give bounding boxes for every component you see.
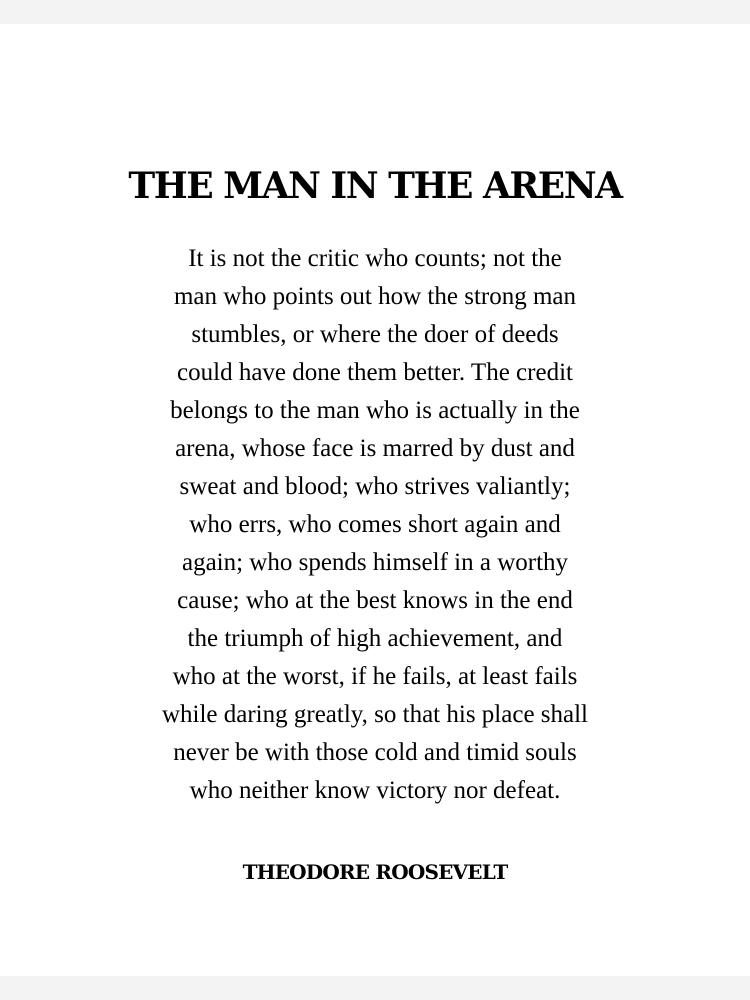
quote-line: cause; who at the best knows in the end	[177, 587, 573, 614]
quote-line: It is not the critic who counts; not the	[188, 245, 562, 272]
quote-line: arena, whose face is marred by dust and	[175, 435, 575, 462]
quote-line: never be with those cold and timid souls	[173, 739, 577, 766]
quote-line: who errs, who comes short again and	[189, 511, 561, 538]
poster-title: THE MAN IN THE ARENA	[128, 165, 622, 207]
poster-sheet	[0, 24, 750, 976]
quote-body	[0, 240, 750, 810]
quote-line: sweat and blood; who strives valiantly;	[179, 473, 571, 500]
quote-line: man who points out how the strong man	[173, 283, 577, 310]
quote-line: while daring greatly, so that his place shall	[161, 701, 589, 728]
quote-line: again; who spends himself in a worthy	[181, 549, 569, 576]
quote-line: could have done them better. The credit	[177, 359, 573, 386]
quote-author: THEODORE ROOSEVELT	[242, 860, 508, 884]
quote-line: stumbles, or where the doer of deeds	[191, 321, 559, 348]
quote-line: belongs to the man who is actually in the	[170, 397, 580, 424]
quote-line: who at the worst, if he fails, at least fails	[172, 663, 578, 690]
quote-line: the triumph of high achievement, and	[187, 625, 563, 652]
quote-line: who neither know victory nor defeat.	[189, 777, 561, 804]
